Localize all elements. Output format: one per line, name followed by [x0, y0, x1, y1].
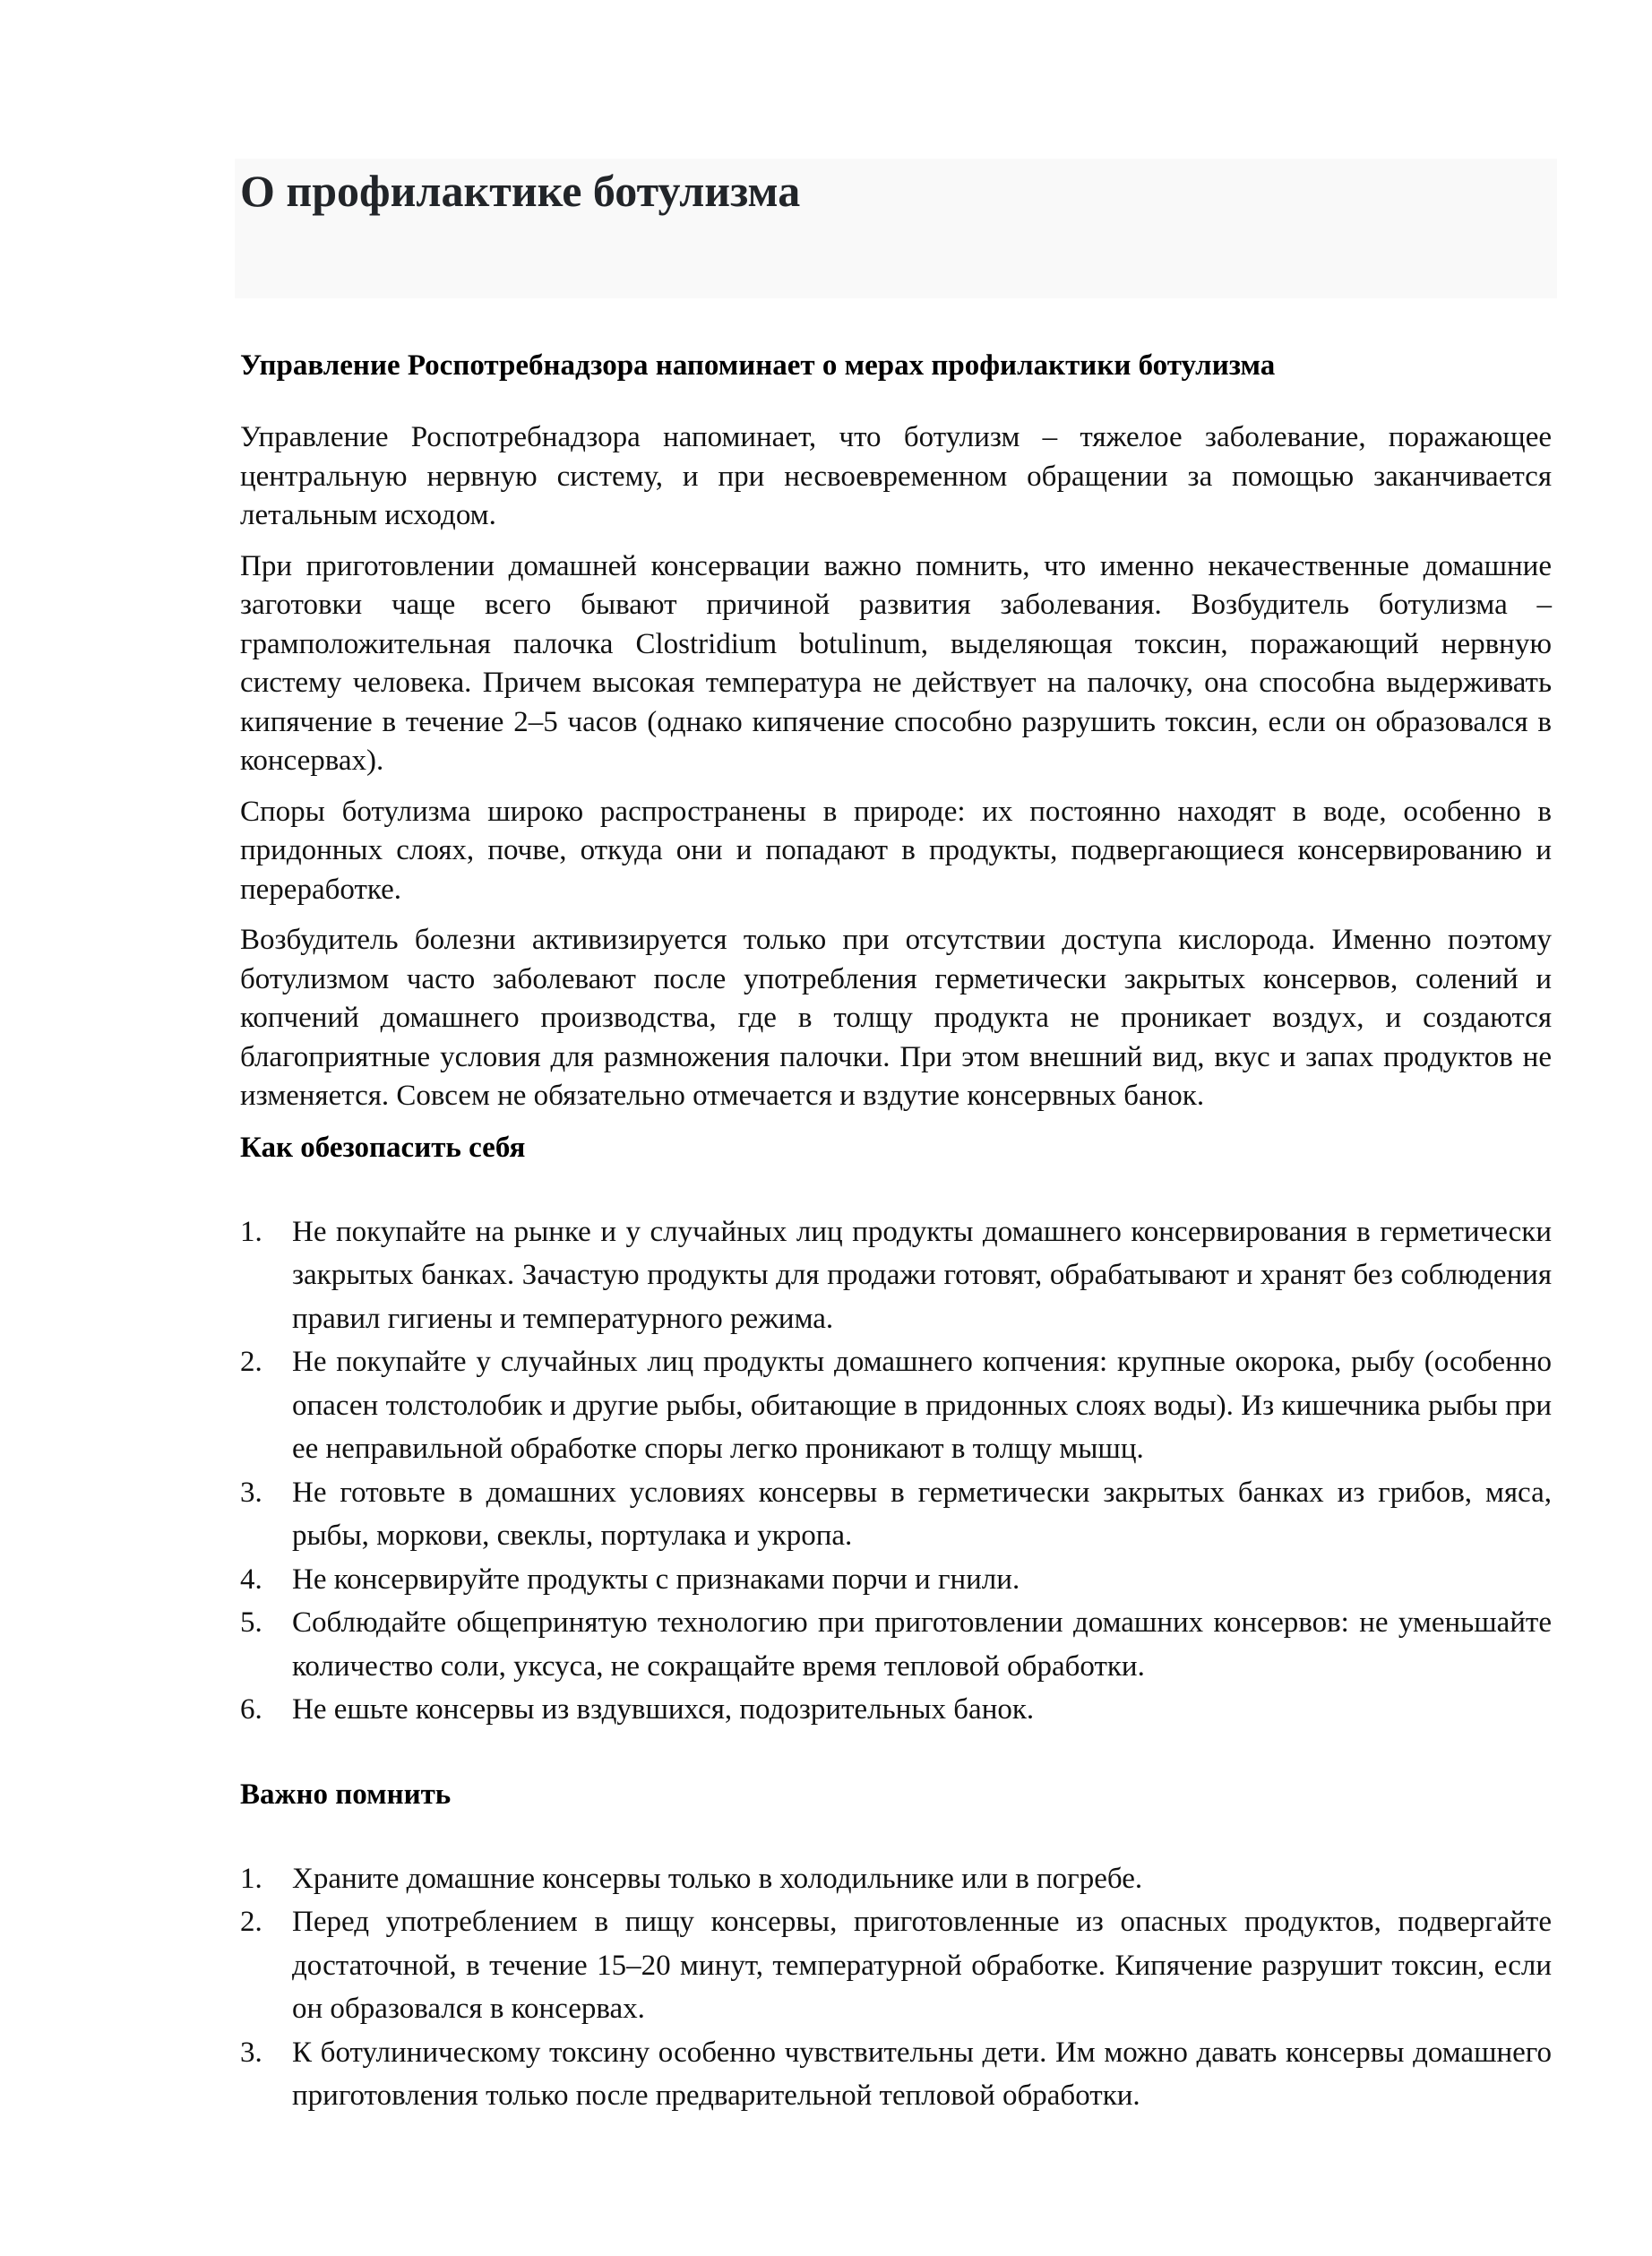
list-number: 3. [240, 2036, 262, 2069]
document-page [235, 159, 1557, 2118]
protection-tips-list [240, 1210, 1552, 1732]
list-item-text: Не ешьте консервы из вздувшихся, подозрительных банок. [292, 1693, 1035, 1726]
list-item-text: Соблюдайте общепринятую технологию при приготовлении домашних консервов: не уменьшайте количество соли, уксуса, не сокращайте время тепловой обработки. [292, 1606, 1552, 1683]
document-subtitle: Управление Роспотребнадзора напоминает о мерах профилактики ботулизма [240, 349, 1276, 382]
list-item-text: Перед употреблением в пищу консервы, приготовленные из опасных продуктов, подвергайте достаточной, в течение 15–20 минут, температурной обработке. Кипячение разрушит токсин, если он образовался в консервах. [292, 1906, 1552, 2025]
paragraph: При приготовлении домашней консервации важно помнить, что именно некачественные домашние заготовки чаще всего бывают причиной развития заболевания. Возбудитель ботулизма – грамположительная палочка Clostridium botulinum, выделяющая токсин, поражающий нервную систему человека. Причем высокая температура не действует на палочку, она способна выдерживать кипячение в течение 2–5 часов (однако кипячение способно разрушить токсин, если он образовался в консервах). [240, 549, 1552, 777]
list-number: 4. [240, 1563, 262, 1596]
page-title: О профилактике ботулизма [240, 166, 801, 216]
list-number: 1. [240, 1215, 262, 1248]
list-number: 2. [240, 1906, 262, 1938]
list-item [240, 1210, 1552, 1341]
list-item-text: Не консервируйте продукты с признаками порчи и гнили. [292, 1563, 1020, 1596]
list-item-text: Не покупайте на рынке и у случайных лиц продукты домашнего консервирования в герметически закрытых банках. Зачастую продукты для продажи готовят, обрабатывают и хранят без соблюдения правил гигиены и температурного режима. [292, 1215, 1552, 1335]
title-banner [235, 159, 1557, 298]
list-item [240, 1601, 1552, 1688]
list-item [240, 1340, 1552, 1471]
important-notes-list [240, 1857, 1552, 2118]
list-number: 3. [240, 1476, 262, 1509]
list-item-text: Не готовьте в домашних условиях консервы в герметически закрытых банках из грибов, мяса, рыбы, моркови, свеклы, портулака и укропа. [292, 1476, 1552, 1552]
list-item [240, 1471, 1552, 1558]
list-item [240, 1857, 1552, 1901]
list-item-text: К ботулиническому токсину особенно чувствительны дети. Им можно давать консервы домашнего приготовления только после предварительной тепловой обработки. [292, 2036, 1552, 2112]
list-item-text: Храните домашние консервы только в холодильнике или в погребе. [292, 1862, 1143, 1895]
paragraph: Споры ботулизма широко распространены в природе: их постоянно находят в воде, особенно в придонных слоях, почве, откуда они и попадают в продукты, подвергающиеся консервированию и переработке. [240, 795, 1552, 906]
list-number: 1. [240, 1862, 262, 1895]
paragraph: Управление Роспотребнадзора напоминает, что ботулизм – тяжелое заболевание, поражающее центральную нервную систему, и при несвоевременном обращении за помощью заканчивается летальным исходом. [240, 421, 1552, 531]
section-heading-protect-yourself: Как обезопасить себя [240, 1131, 526, 1164]
list-number: 5. [240, 1606, 262, 1639]
list-item [240, 1558, 1552, 1602]
document-body [235, 418, 1557, 2118]
list-number: 2. [240, 1346, 262, 1378]
section-heading-important: Важно помнить [240, 1778, 452, 1811]
list-item-text: Не покупайте у случайных лиц продукты домашнего копчения: крупные окорока, рыбу (особенно опасен толстолобик и другие рыбы, обитающие в придонных слоях воды). Из кишечника рыбы при ее неправильной обработке споры легко проникают в толщу мышц. [292, 1346, 1552, 1465]
list-number: 6. [240, 1693, 262, 1726]
list-item [240, 2031, 1552, 2118]
list-item [240, 1900, 1552, 2031]
list-item [240, 1688, 1552, 1732]
paragraph: Возбудитель болезни активизируется только при отсутствии доступа кислорода. Именно поэтому ботулизмом часто заболевают после употребления герметически закрытых консервов, солений и копчений домашнего производства, где в толщу продукта не проникает воздух, и создаются благоприятные условия для размножения палочки. При этом внешний вид, вкус и запах продуктов не изменяется. Совсем не обязательно отмечается и вздутие консервных банок. [240, 924, 1552, 1112]
